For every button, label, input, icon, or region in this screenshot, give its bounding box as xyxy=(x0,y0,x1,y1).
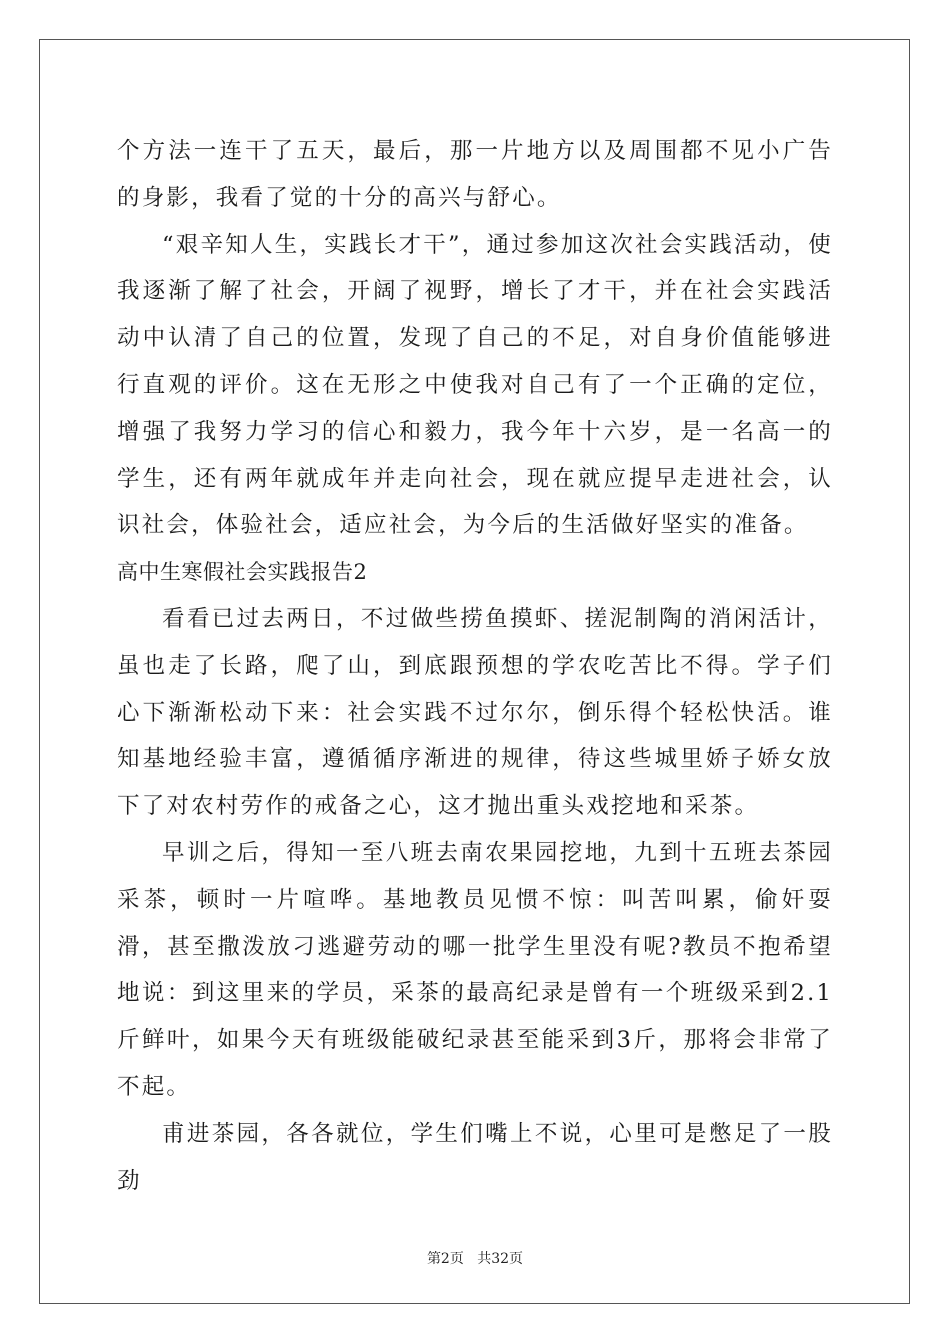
section-heading: 高中生寒假社会实践报告2 xyxy=(117,560,368,585)
page-number: 第2页 xyxy=(426,1251,464,1267)
paragraph: “艰辛知人生，实践长才干”，通过参加这次社会实践活动，使我逐渐了解了社会，开阔了视野，增长了才干，并在社会实践活动中认清了自己的位置，发现了自己的不足，对自身价值能够进行直观的评价。这在无形之中使我对自己有了一个正确的定位，增强了我努力学习的信心和毅力，我今年十六岁，是一名高一的学生，还有两年就成年并走向社会，现在就应提早走进社会，认识社会，体验社会，适应社会，为今后的生活做好坚实的准备。 xyxy=(117,231,833,539)
page-total: 共32页 xyxy=(477,1251,524,1267)
paragraph: 甫进茶园，各各就位，学生们嘴上不说，心里可是憋足了一股劲 xyxy=(117,1120,833,1194)
page-footer xyxy=(0,1248,950,1268)
paragraph: 看看已过去两日，不过做些捞鱼摸虾、搓泥制陶的消闲活计，虽也走了长路，爬了山，到底跟预想的学农吃苦比不得。学子们心下渐渐松动下来：社会实践不过尔尔，倒乐得个轻松快活。谁知基地经验丰富，遵循循序渐进的规律，待这些城里娇子娇女放下了对农村劳作的戒备之心，这才抛出重头戏挖地和采茶。 xyxy=(117,605,833,820)
paragraph: 个方法一连干了五天，最后，那一片地方以及周围都不见小广告的身影，我看了觉的十分的高兴与舒心。 xyxy=(117,138,833,211)
paragraph: 早训之后，得知一至八班去南农果园挖地，九到十五班去茶园采茶，顿时一片喧哗。基地教员见惯不惊：叫苦叫累，偷奸耍滑，甚至撒泼放刁逃避劳动的哪一批学生里没有呢?教员不抱希望地说：到这里来的学员，采茶的最高纪录是曾有一个班级采到2.1斤鲜叶，如果今天有班级能破纪录甚至能采到3斤，那将会非常了不起。 xyxy=(117,839,833,1100)
document-body xyxy=(117,128,833,1204)
